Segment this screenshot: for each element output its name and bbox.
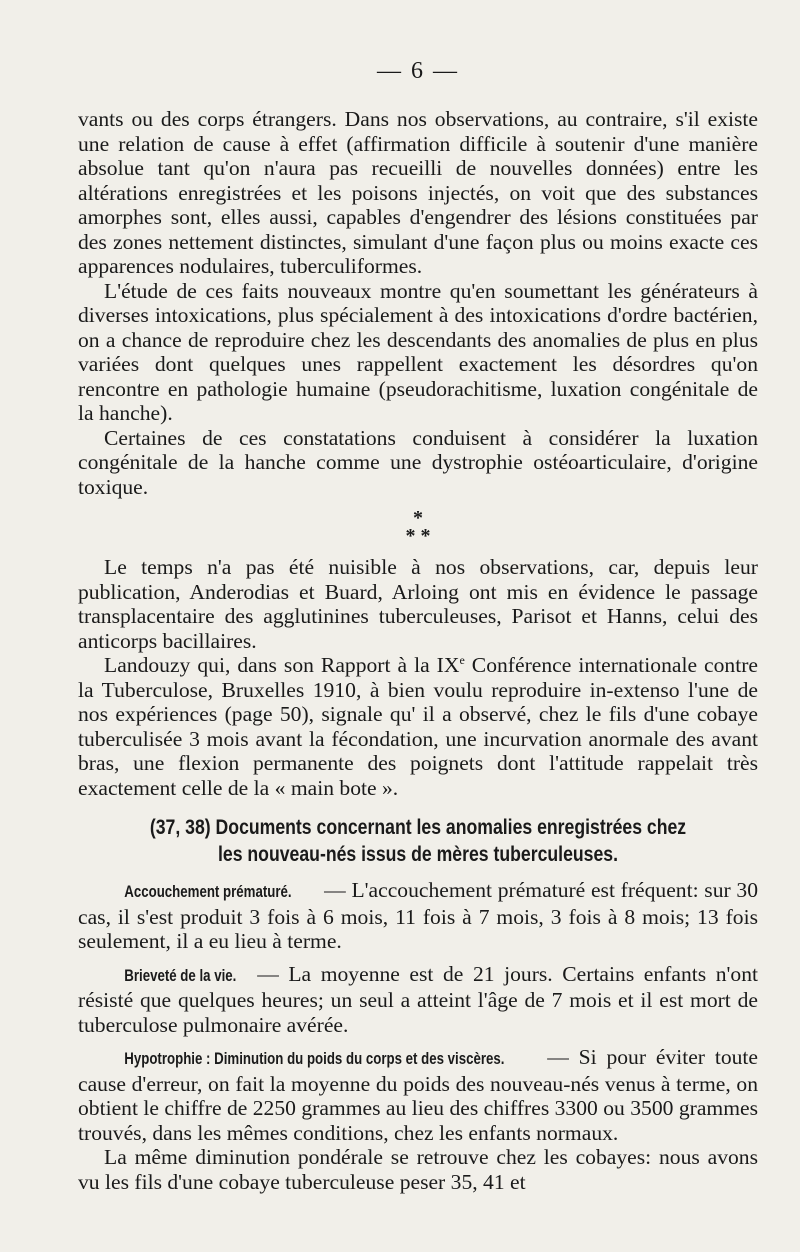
paragraph-5 [78, 653, 758, 800]
asterism-top: * [413, 507, 423, 529]
paragraph-2: L'étude de ces faits nouveaux montre qu'en soumettant les générateurs à diverses intoxications, plus spécialement à des intoxications d'ordre bactérien, on a chance de reproduire chez les descendants des anomalies de plus en plus variées dont quelques unes rappellent exactement les désordres qu'on rencontre en pathologie humaine (pseudorachitisme, luxation congénitale de la hanche). [78, 278, 758, 425]
paragraph-6: La même diminution pondérale se retrouve chez les cobayes: nous avons vu les fils d'une cobaye tuberculeuse peser 35, 41 et [78, 1145, 758, 1194]
asterism-separator [78, 509, 758, 545]
paragraph-4: Le temps n'a pas été nuisible à nos observations, car, depuis leur publication, Anderodias et Buard, Arloing ont mis en évidence le passage transplacentaire des agglutinines tuberculeuses, Parisot et Hanns, celui des anticorps bacillaires. [78, 555, 758, 653]
asterism-bottom: * * [405, 525, 431, 547]
subsection-short-life-text: — La moyenne est de 21 jours. Certains enfants n'ont résisté que quelques heures; un seul a atteint l'âge de 7 mois et il est mort de tuberculose pulmonaire avérée. [78, 961, 758, 1037]
subsection-hypotrophy [78, 1045, 758, 1145]
section-heading [132, 814, 703, 868]
subsection-short-life [78, 962, 758, 1038]
paragraph-5-start: Landouzy qui, dans son Rapport à la IX [104, 653, 460, 677]
ordinal-superscript: e [459, 652, 465, 667]
section-heading-line-2: les nouveau-nés issus de mères tuberculeuses. [217, 843, 618, 866]
paragraph-5-rest: Conférence internationale contre la Tuberculose, Bruxelles 1910, à bien voulu reproduire in-extenso l'une de nos expériences (page 50), signale qu' il a observé, chez le fils d'une cobaye tuberculisée 3 mois avant la fécondation, une incurvation anormale des avant bras, une flexion permanente des poignets dont l'attitude rappelait très exactement celle de la « main bote ». [78, 653, 758, 800]
page-number: — 6 — [377, 58, 459, 84]
subsection-premature-birth [78, 878, 758, 954]
section-heading-line-1: (37, 38) Documents concernant les anomalies enregistrées chez [149, 816, 687, 839]
subsection-hypotrophy-text: — Si pour éviter toute cause d'erreur, on fait la moyenne du poids des nouveau-nés venus à terme, on obtient le chiffre de 2250 grammes au lieu des chiffres 3300 ou 3500 grammes trouvés, dans les mêmes conditions, chez les enfants normaux. [78, 1045, 758, 1145]
paragraph-1: vants ou des corps étrangers. Dans nos observations, au contraire, s'il existe une relation de cause à effet (affirmation difficile à soutenir d'une manière absolue tant qu'on n'aura pas recueilli de nouvelles données) entre les altérations enregistrées et les poisons injectés, on voit que des substances amorphes sont, elles aussi, capables d'engendrer des lésions constituées par des zones nettement distinctes, simulant d'une façon plus ou moins exacte ces apparences nodulaires, tuberculiformes. [78, 107, 758, 278]
run-in-heading-short-life: Brieveté de la vie. [124, 965, 237, 985]
run-in-heading-hypotrophy: Hypotrophie : Diminution du poids du corps et des viscères. [124, 1049, 505, 1068]
paragraph-3: Certaines de ces constatations conduisent à considérer la luxation congénitale de la hanche comme une dystrophie ostéoarticulaire, d'origine toxique. [78, 425, 758, 499]
subsection-premature-text: — L'accouchement prématuré est fréquent: sur 30 cas, il s'est produit 3 fois à 6 mois, 11 fois à 7 mois, 3 fois à 8 mois; 13 fois seulement, il a eu lieu à terme. [78, 878, 758, 953]
run-in-heading-premature: Accouchement prématuré. [124, 882, 292, 901]
document-page [78, 58, 758, 1194]
